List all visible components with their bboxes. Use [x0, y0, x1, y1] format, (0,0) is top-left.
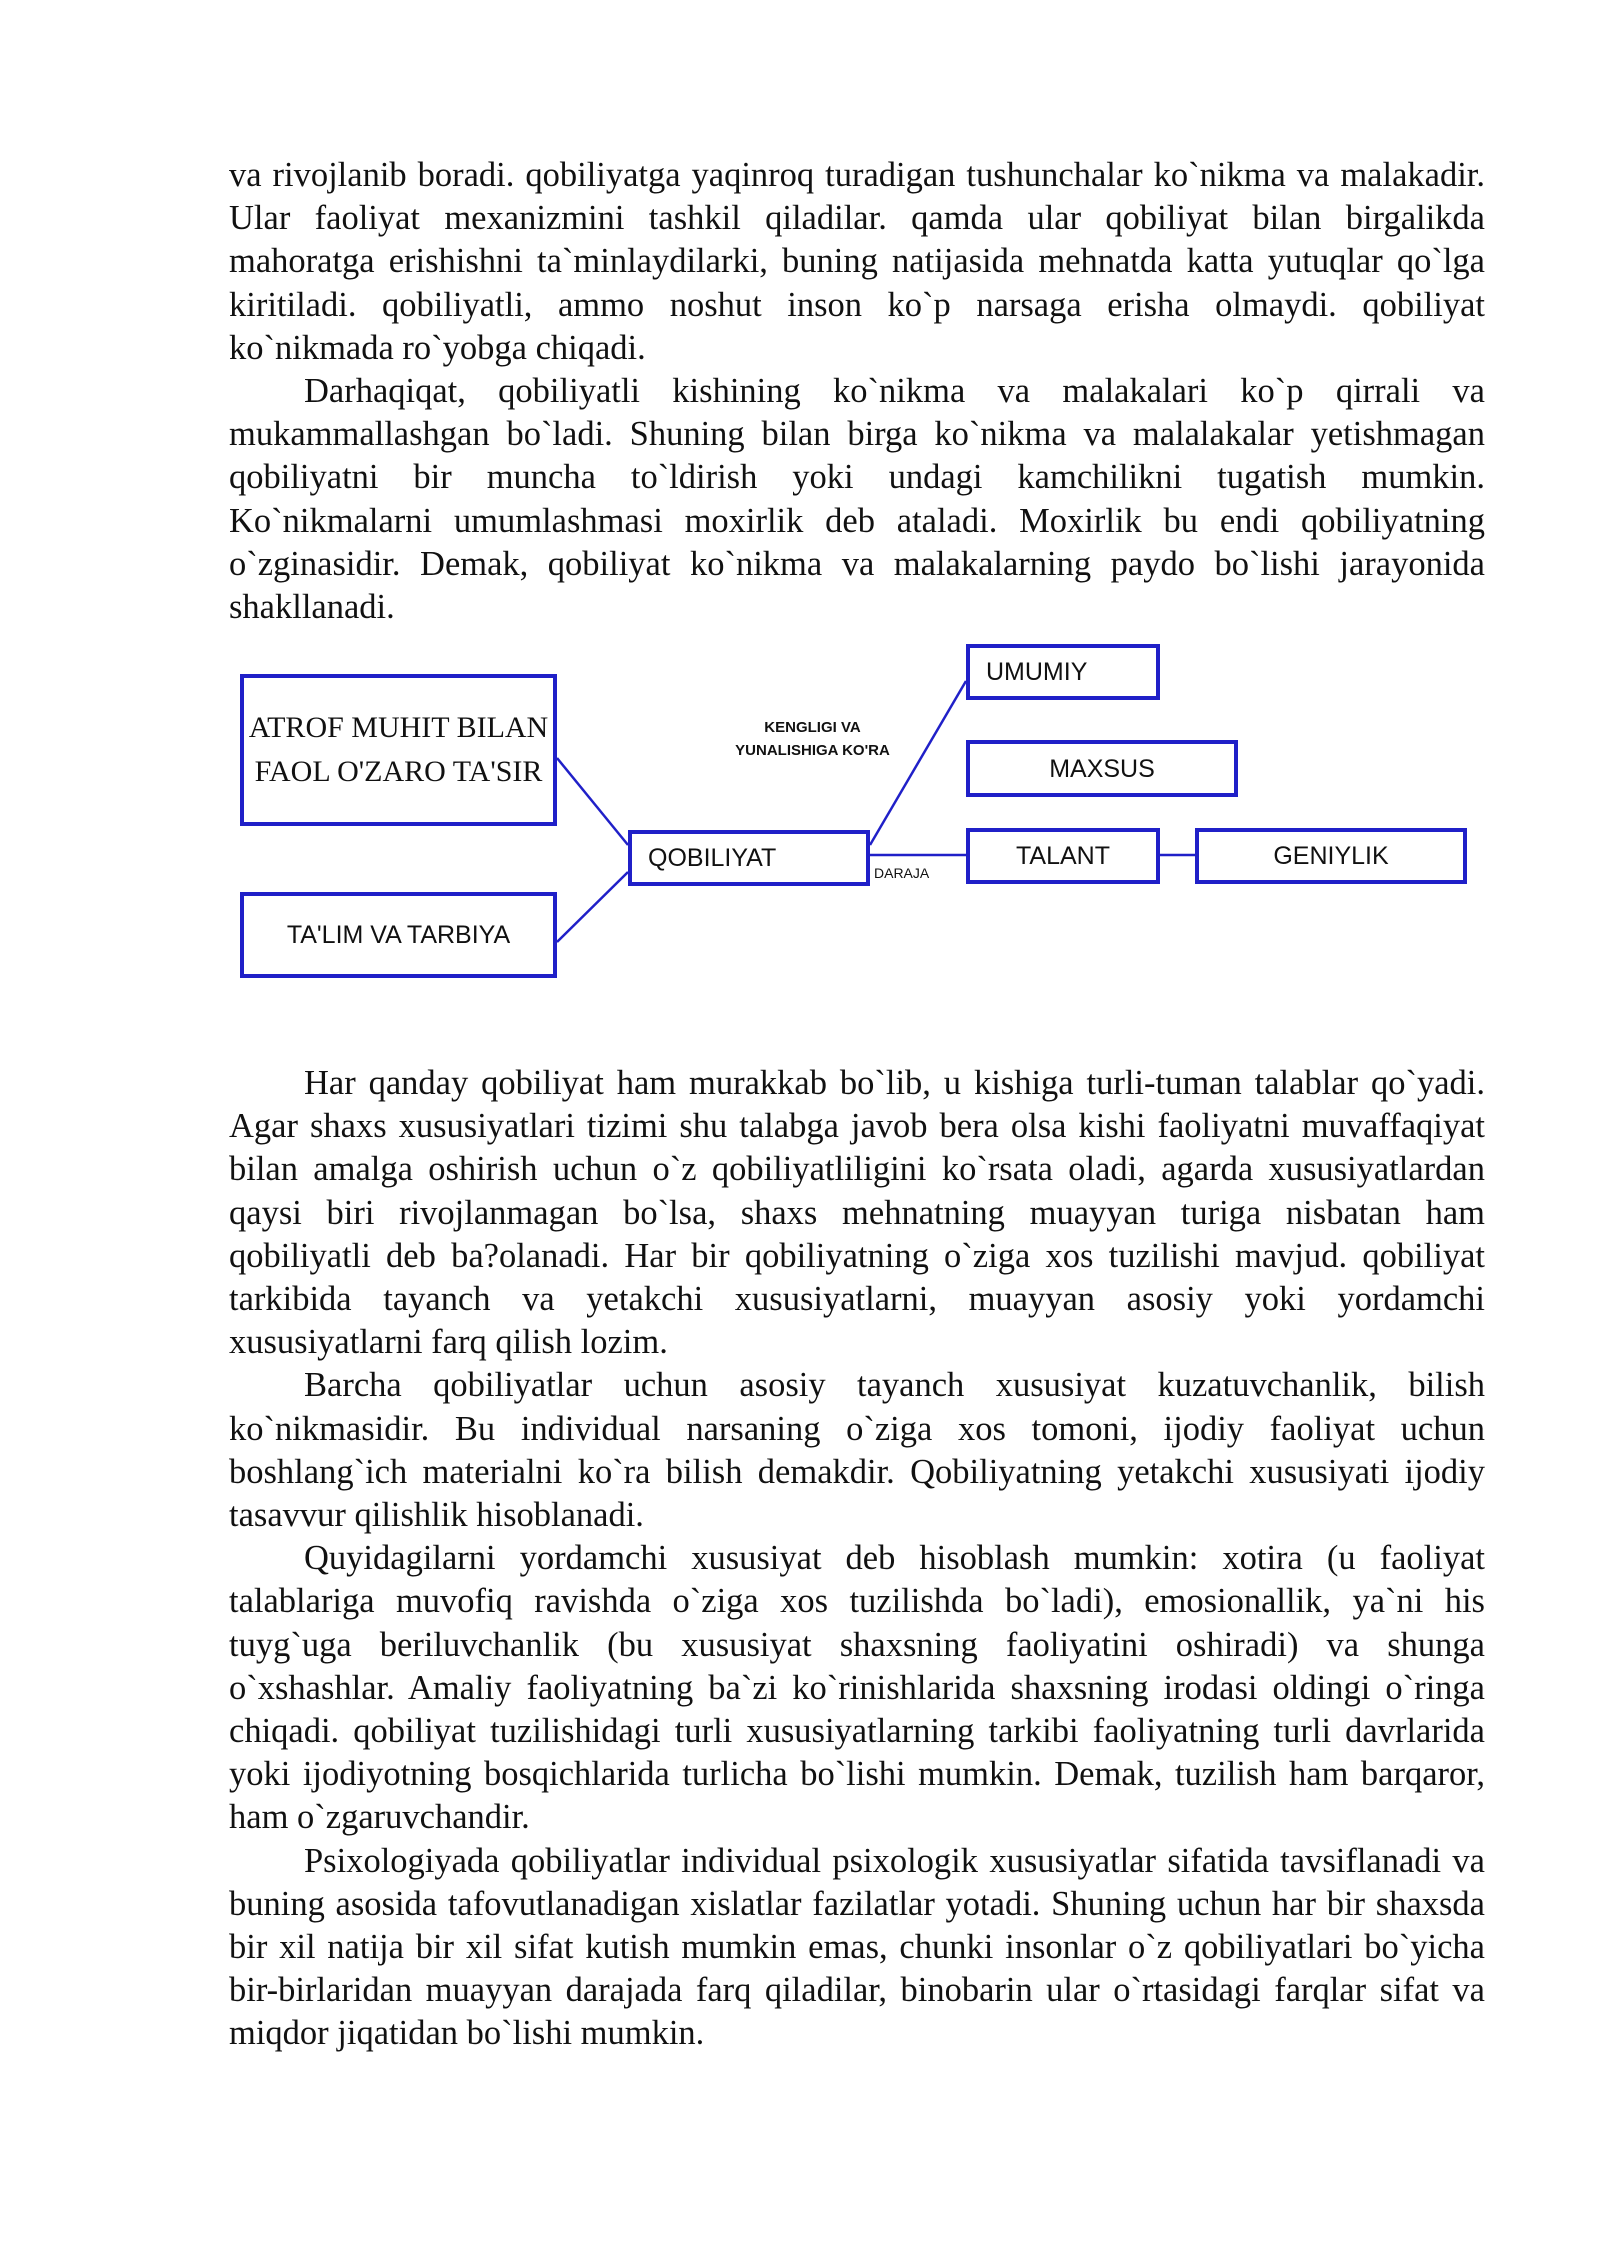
paragraph: Darhaqiqat, qobiliyatli kishining ko`nikma va malakalari ko`p qirrali va mukammallashgan bo`ladi. Shuning bilan birga ko`nikma va malalakalar yetishmagan qobiliyatni bir muncha to`ldirish yoki undagi kamchilikni tugatish mumkin. Ko`nikmalarni umumlashmasi moxirlik deb ataladi. Moxirlik bu endi qobiliyatning o`zginasidir. Demak, qobiliyat ko`nikma va malakalarning paydo bo`lishi jarayonida shakllanadi.	[229, 372, 1485, 627]
box-ability-label: QOBILIYAT	[648, 844, 777, 872]
paragraph-continuation: va rivojlanib boradi. qobiliyatga yaqinroq turadigan tushunchalar ko`nikma va malakadir. Ular faoliyat mexanizmini tashkil qiladilar. qamda ular qobiliyat bilan birgalikda mahoratga erishishni ta`minlaydilarki, buning natijasida mehnatda katta yutuqlar qo`lga kiritiladi. qobiliyatli, ammo noshut inson ko`p narsaga erisha olmaydi. qobiliyat ko`nikmada ro`yobga chiqadi.	[229, 156, 1485, 367]
label-breadth	[725, 716, 900, 762]
box-talent-label: TALANT	[1016, 842, 1110, 870]
ability-diagram	[0, 640, 1600, 1000]
paragraph: Barcha qobiliyatlar uchun asosiy tayanch xususiyat kuzatuvchanlik, bilish ko`nikmasidir. Bu individual narsaning o`ziga xos tomoni, ijodiy faoliyat uchun boshlang`ich materialni ko`ra bilish demakdir. Qobiliyatning yetakchi xususiyati ijodiy tasavvur qilishlik hisoblanadi.	[229, 1366, 1485, 1535]
paragraph: Quyidagilarni yordamchi xususiyat deb hisoblash mumkin: xotira (u faoliyat talablariga muvofiq ravishda o`ziga xos tuzilishda bo`ladi), emosionallik, ya`ni his tuyg`uga beriluvchanlik (bu xususiyat shaxsning faoliyatini oshiradi) va shunga o`xshashlar. Amaliy faoliyatning ba`zi ko`rinishlarida shaxsning irodasi oldingi o`ringa chiqadi. qobiliyat tuzilishidagi turli xususiyatlarning tarkibi faoliyatning turli davrlarida yoki ijodiyotning bosqichlarida turlicha bo`lishi mumkin. Demak, tuzilish ham barqaror, ham o`zgaruvchandir.	[229, 1539, 1485, 1837]
label-degree	[874, 864, 936, 882]
text-section-bottom	[229, 1062, 1485, 2056]
box-general	[966, 644, 1160, 700]
box-special-label: MAXSUS	[1049, 754, 1155, 783]
text-section-top	[229, 154, 1485, 629]
box-genius	[1195, 828, 1467, 884]
connector-environment-ability	[557, 758, 628, 845]
box-environment-label: ATROF MUHIT BILAN FAOL O'ZARO TA'SIR	[248, 711, 549, 788]
connector-education-ability	[557, 872, 628, 942]
paragraph: Psixologiyada qobiliyatlar individual psixologik xususiyatlar sifatida tavsiflanadi va buning asosida tafovutlanadigan xislatlar fazilatlar yotadi. Shuning uchun har bir shaxsda bir xil natija bir xil sifat kutish mumkin emas, chunki insonlar o`z qobiliyatlari bo`yicha bir-birlaridan muayyan darajada farq qiladilar, binobarin ular o`rtasidagi farqlar sifat va miqdor jiqatidan bo`lishi mumkin.	[229, 1841, 1485, 2053]
box-environment	[240, 674, 557, 826]
box-talent	[966, 828, 1160, 884]
box-education-label: TA'LIM VA TARBIYA	[286, 921, 511, 949]
box-special	[966, 740, 1238, 797]
box-education	[240, 892, 557, 978]
box-general-label: UMUMIY	[986, 658, 1088, 686]
box-ability	[628, 830, 870, 886]
label-breadth-text: KENGLIGI VA YUNALISHIGA KO'RA	[735, 719, 890, 759]
connector-ability-general	[870, 681, 966, 845]
box-genius-label: GENIYLIK	[1273, 842, 1389, 870]
paragraph: Har qanday qobiliyat ham murakkab bo`lib, u kishiga turli-tuman talablar qo`yadi. Agar shaxs xususiyatlari tizimi shu talabga javob bera olsa kishi faoliyatni muvaffaqiyat bilan amalga oshirish uchun o`z qobiliyatliligini ko`rsata oladi, agarda xususiyatlardan qaysi biri rivojlanmagan bo`lsa, shaxs mehnatning muayyan turiga nisbatan ham qobiliyatli deb ba?olanadi. Har bir qobiliyatning o`ziga xos tuzilishi mavjud. qobiliyat tarkibida tayanch va yetakchi xususiyatlarni, muayyan asosiy yoki yordamchi xususiyatlarni farq qilish lozim.	[229, 1064, 1485, 1362]
label-degree-text: DARAJA	[874, 865, 930, 881]
